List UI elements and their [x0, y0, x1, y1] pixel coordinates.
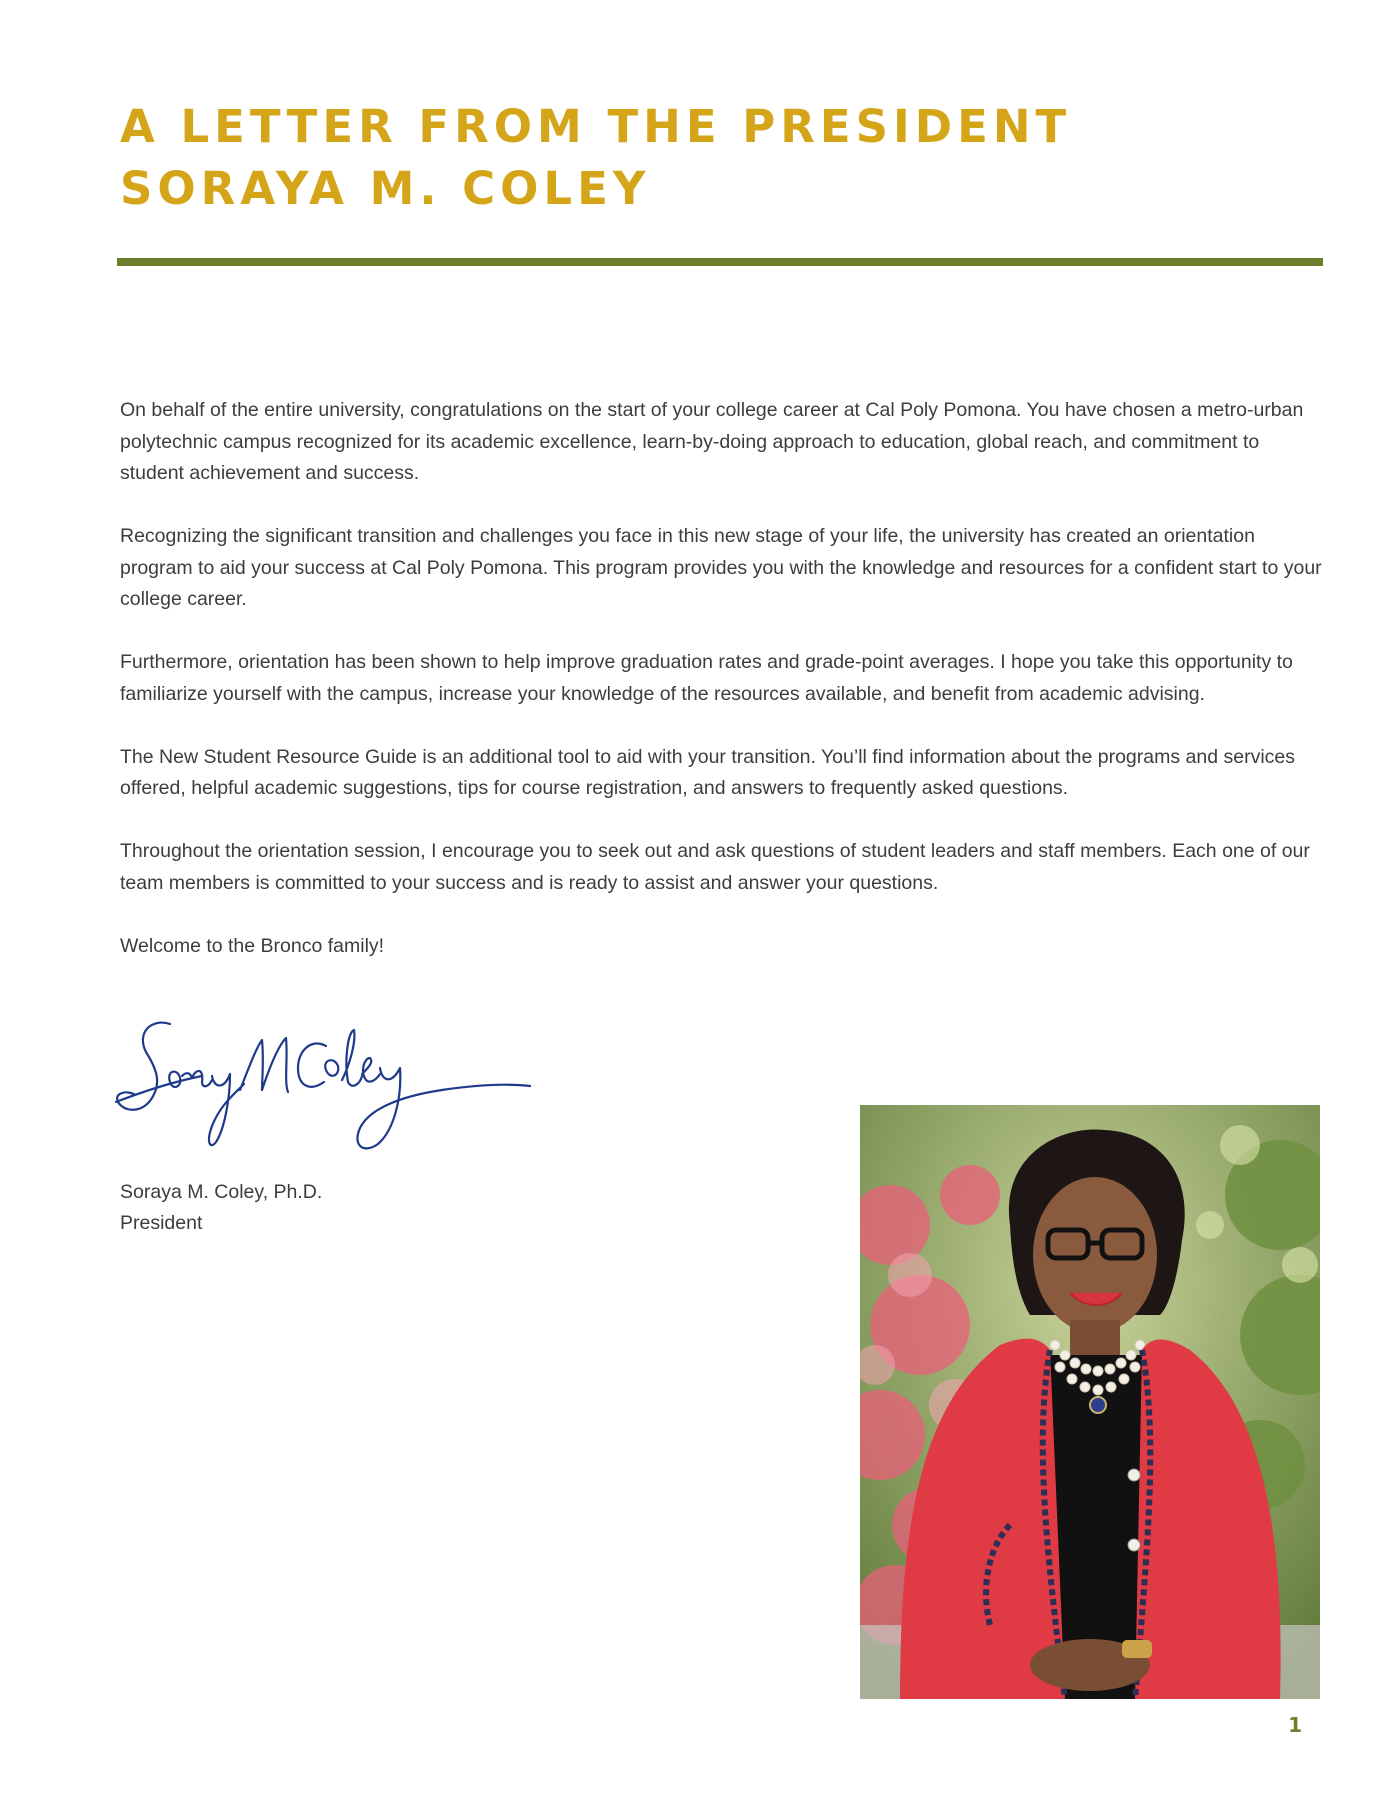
signer-title: President	[120, 1212, 203, 1234]
letter-paragraph-1: On behalf of the entire university, congratulations on the start of your college career at Cal Poly Pomona. You have chosen a metro-urban polytechnic campus recognized for its academic excellence, learn-by-doing approach to education, global reach, and commitment to student achievement and success.	[120, 399, 1304, 484]
letter-body	[120, 395, 1325, 994]
signer-name: Soraya M. Coley, Ph.D.	[120, 1181, 323, 1203]
letter-paragraph-5: Throughout the orientation session, I encourage you to seek out and ask questions of student leaders and staff members. Each one of our team members is committed to your success and is ready to assist and answer your questions.	[120, 840, 1310, 894]
page-number: 1	[1288, 1713, 1302, 1737]
page-title	[120, 96, 1220, 220]
letter-paragraph-4: The New Student Resource Guide is an additional tool to aid with your transition. You’ll find information about the programs and services offered, helpful academic suggestions, tips for course registration, and answers to frequently asked questions.	[120, 745, 1295, 799]
handwritten-signature	[112, 1010, 532, 1160]
title-divider	[117, 258, 1323, 266]
title-line-2: SORAYA M. COLEY	[120, 162, 651, 215]
president-portrait-photo	[860, 1105, 1320, 1699]
title-line-1: A LETTER FROM THE PRESIDENT	[120, 100, 1072, 153]
portrait-illustration	[860, 1105, 1320, 1699]
signature-block	[120, 1177, 322, 1239]
letter-paragraph-2: Recognizing the significant transition and challenges you face in this new stage of your life, the university has created an orientation program to aid your success at Cal Poly Pomona. This program provides you with the knowledge and resources for a confident start to your college career.	[120, 525, 1322, 610]
letter-paragraph-3: Furthermore, orientation has been shown to help improve graduation rates and grade-point averages. I hope you take this opportunity to familiarize yourself with the campus, increase your knowledge of the resources available, and benefit from academic advising.	[120, 651, 1293, 705]
letter-closing: Welcome to the Bronco family!	[120, 934, 385, 957]
